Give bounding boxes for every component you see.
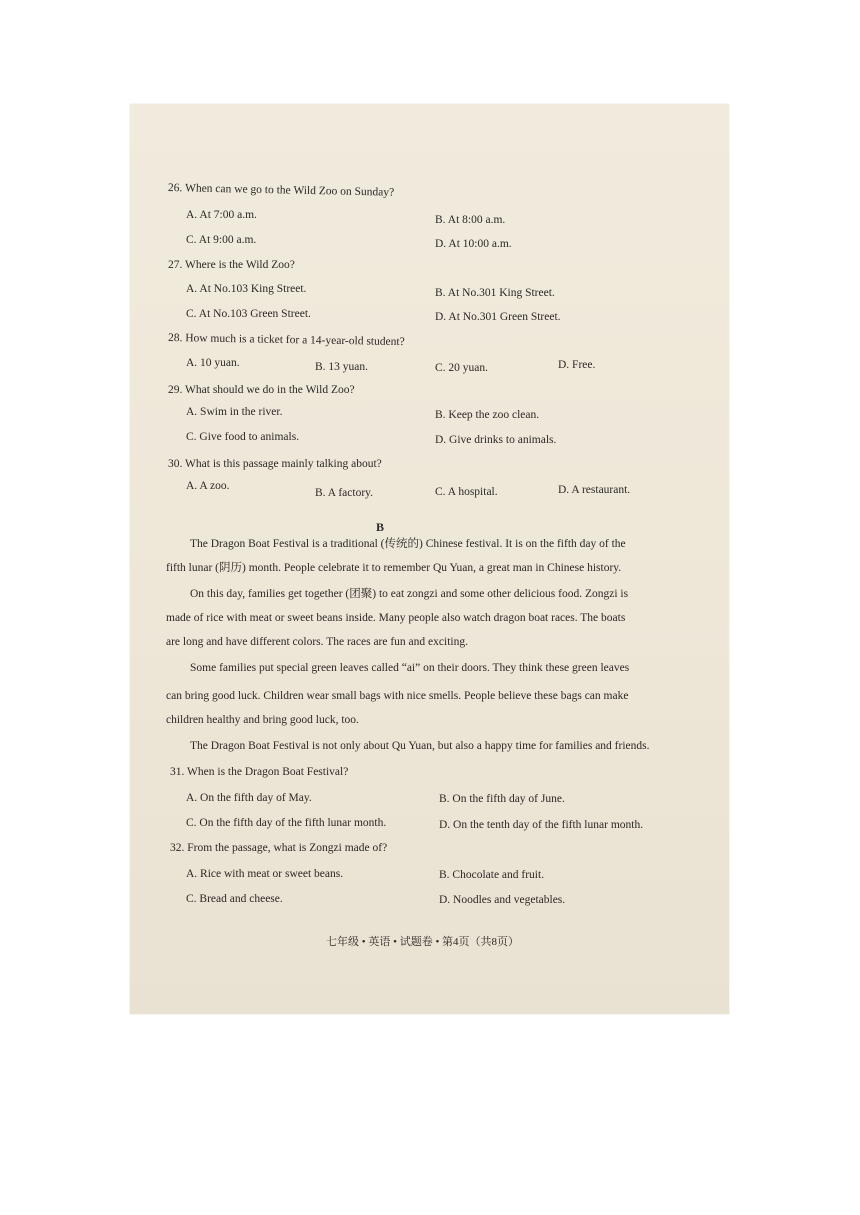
- option-30c: C. A hospital.: [435, 486, 498, 498]
- question-28: [168, 332, 405, 348]
- option-27d: D. At No.301 Green Street.: [435, 311, 561, 323]
- question-number: 26.: [167, 182, 183, 195]
- question-30: [168, 458, 382, 470]
- passage-line: On this day, families get together (团聚) to eat zongzi and some other delicious food. Zongzi is: [190, 588, 629, 600]
- option-31c: C. On the fifth day of the fifth lunar month.: [186, 817, 387, 829]
- option-29d: D. Give drinks to animals.: [435, 434, 557, 446]
- option-26b: B. At 8:00 a.m.: [435, 214, 506, 226]
- question-31: [170, 766, 348, 778]
- question-number: 30.: [168, 458, 183, 470]
- question-26: [168, 182, 394, 199]
- option-28c: C. 20 yuan.: [435, 362, 489, 374]
- question-text: How much is a ticket for a 14-year-old student?: [185, 332, 405, 349]
- option-26a: A. At 7:00 a.m.: [186, 209, 257, 221]
- question-number: 28.: [167, 332, 183, 345]
- question-29: [168, 384, 355, 396]
- question-text: When is the Dragon Boat Festival?: [187, 766, 349, 778]
- question-number: 31.: [170, 766, 185, 778]
- page-footer: 七年级 • 英语 • 试题卷 • 第4页（共8页）: [326, 936, 520, 948]
- question-text: When can we go to the Wild Zoo on Sunday?: [184, 182, 395, 199]
- option-29c: C. Give food to animals.: [186, 431, 300, 443]
- option-30a: A. A zoo.: [186, 480, 230, 492]
- option-30d: D. A restaurant.: [558, 484, 631, 496]
- option-27c: C. At No.103 Green Street.: [186, 308, 311, 320]
- option-32c: C. Bread and cheese.: [186, 893, 283, 905]
- passage-line: The Dragon Boat Festival is a traditional (传统的) Chinese festival. It is on the fifth day of the: [190, 538, 626, 550]
- question-27: [168, 259, 295, 271]
- question-number: 29.: [168, 384, 183, 396]
- option-27b: B. At No.301 King Street.: [435, 287, 555, 299]
- option-31d: D. On the tenth day of the fifth lunar month.: [439, 819, 644, 831]
- passage-line: The Dragon Boat Festival is not only about Qu Yuan, but also a happy time for families and friends.: [190, 740, 650, 752]
- question-text: From the passage, what is Zongzi made of?: [187, 842, 388, 854]
- passage-line: can bring good luck. Children wear small bags with nice smells. People believe these bags can make: [166, 690, 629, 702]
- question-text: What should we do in the Wild Zoo?: [185, 384, 355, 396]
- passage-line: Some families put special green leaves called “ai” on their doors. They think these green leaves: [190, 662, 630, 674]
- passage-line: fifth lunar (阴历) month. People celebrate it to remember Qu Yuan, a great man in Chinese history.: [166, 562, 622, 574]
- passage-line: are long and have different colors. The races are fun and exciting.: [166, 636, 468, 648]
- question-text: What is this passage mainly talking about?: [185, 458, 382, 470]
- option-26c: C. At 9:00 a.m.: [186, 234, 257, 246]
- passage-line: made of rice with meat or sweet beans inside. Many people also watch dragon boat races. The boats: [166, 612, 626, 624]
- question-number: 32.: [170, 842, 185, 854]
- option-28a: A. 10 yuan.: [186, 357, 240, 369]
- option-30b: B. A factory.: [315, 487, 374, 499]
- option-31a: A. On the fifth day of May.: [186, 792, 312, 804]
- option-26d: D. At 10:00 a.m.: [435, 238, 512, 250]
- exam-page: [130, 104, 729, 1014]
- question-32: [170, 842, 387, 854]
- option-32d: D. Noodles and vegetables.: [439, 894, 566, 906]
- option-29a: A. Swim in the river.: [186, 406, 283, 418]
- option-27a: A. At No.103 King Street.: [186, 283, 307, 295]
- question-text: Where is the Wild Zoo?: [185, 259, 295, 271]
- question-number: 27.: [168, 259, 183, 271]
- option-28d: D. Free.: [558, 359, 596, 371]
- option-31b: B. On the fifth day of June.: [439, 793, 565, 805]
- section-heading: B: [376, 520, 385, 534]
- option-29b: B. Keep the zoo clean.: [435, 409, 540, 421]
- option-32a: A. Rice with meat or sweet beans.: [186, 868, 344, 880]
- option-32b: B. Chocolate and fruit.: [439, 869, 545, 881]
- passage-line: children healthy and bring good luck, too.: [166, 714, 359, 726]
- option-28b: B. 13 yuan.: [315, 361, 369, 373]
